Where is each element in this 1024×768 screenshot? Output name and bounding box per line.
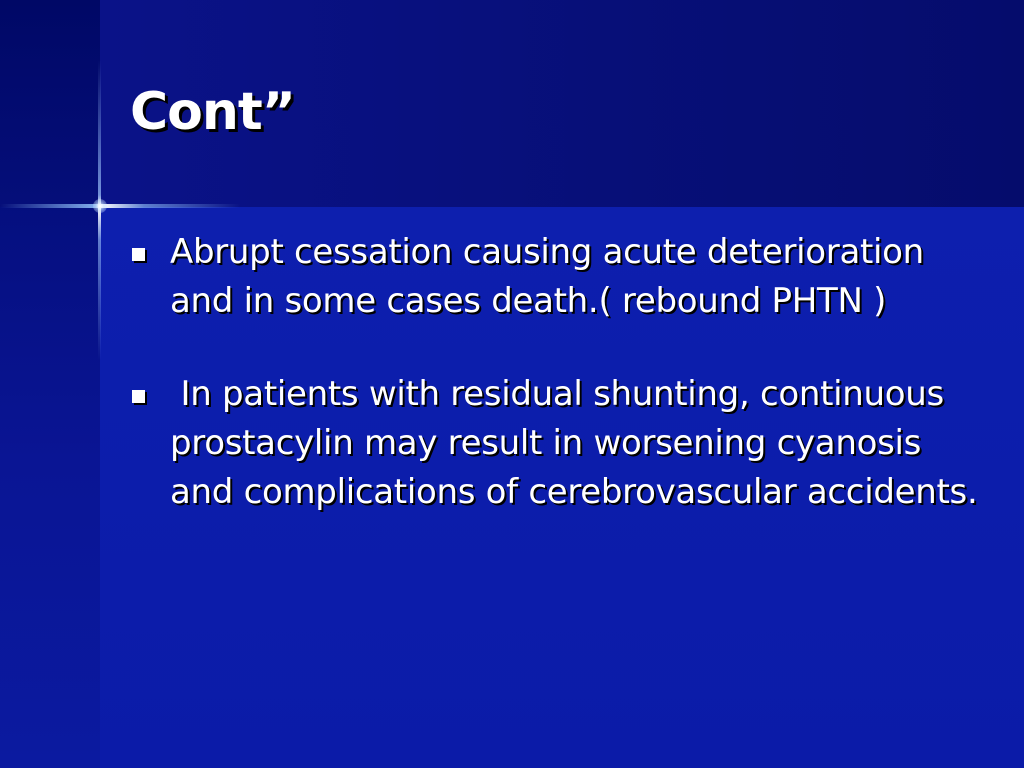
bullet-text: Abrupt cessation causing acute deterioration and in some cases death.( rebound PHTN ) bbox=[170, 232, 924, 321]
bullet-text: In patients with residual shunting, continuous prostacylin may result in worsening cyanosis and complications of cerebrovascular accidents. bbox=[170, 374, 978, 512]
light-flare-core bbox=[93, 199, 107, 213]
bullet-list bbox=[130, 228, 990, 517]
light-flare-horizontal bbox=[0, 204, 240, 208]
background-top-left-block bbox=[0, 0, 100, 207]
square-bullet-icon bbox=[132, 390, 145, 403]
bullet-item bbox=[130, 370, 990, 517]
slide-title: Cont” bbox=[130, 82, 295, 142]
square-bullet-icon bbox=[132, 248, 145, 261]
bullet-item bbox=[130, 228, 990, 326]
